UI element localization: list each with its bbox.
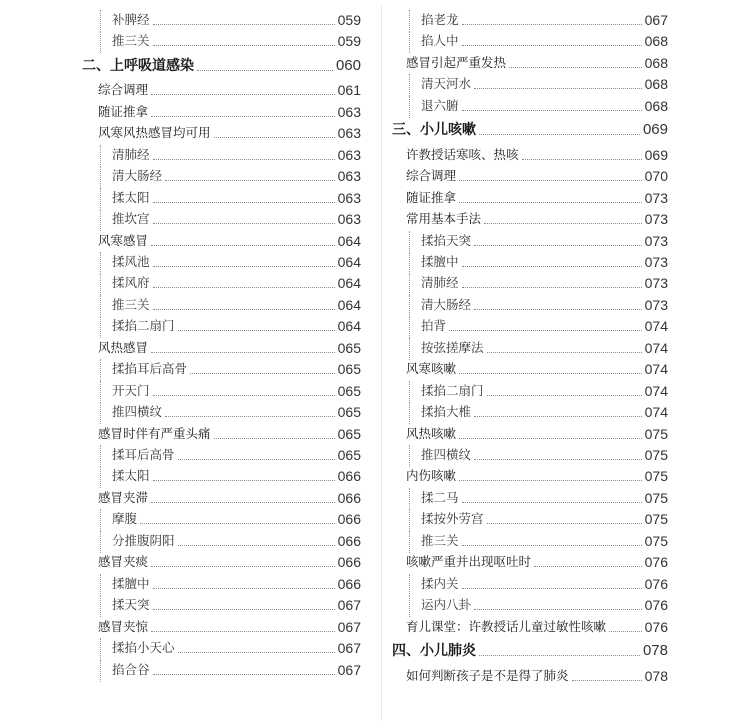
toc-entry-page: 063 — [337, 168, 361, 185]
toc-entry[interactable] — [98, 231, 361, 251]
toc-entry-title: 揉掐耳后高骨 — [112, 361, 188, 377]
toc-leader-dots — [153, 222, 335, 224]
toc-entry-title: 三、小儿咳嗽 — [392, 122, 476, 139]
toc-leader-dots — [522, 158, 642, 160]
toc-entry-title: 推三关 — [421, 532, 459, 548]
toc-entry-title: 运内八卦 — [421, 597, 472, 613]
toc-entry[interactable] — [112, 10, 361, 30]
toc-entry-page: 066 — [337, 532, 361, 549]
toc-entry-title: 常用基本手法 — [406, 211, 482, 227]
toc-entry[interactable] — [406, 466, 668, 486]
toc-entry[interactable] — [421, 273, 668, 293]
toc-entry[interactable] — [421, 574, 668, 594]
toc-entry[interactable] — [392, 641, 668, 661]
toc-entry[interactable] — [112, 381, 361, 401]
toc-leader-dots — [459, 201, 642, 203]
toc-entry[interactable] — [112, 188, 361, 208]
toc-entry-page: 068 — [644, 54, 668, 71]
toc-leader-dots — [153, 44, 335, 46]
toc-entry-page: 066 — [337, 489, 361, 506]
toc-entry[interactable] — [98, 80, 361, 100]
toc-leader-dots — [474, 415, 642, 417]
toc-entry-page: 065 — [337, 447, 361, 463]
toc-entry[interactable] — [112, 402, 361, 422]
toc-entry-page: 059 — [337, 12, 361, 28]
toc-entry-title: 感冒夹惊 — [98, 618, 149, 634]
toc-entry-page: 074 — [644, 339, 668, 356]
toc-entry-title: 随证推拿 — [406, 189, 457, 205]
toc-entry-title: 清大肠经 — [112, 168, 163, 184]
toc-entry-title: 掐老龙 — [421, 12, 459, 27]
toc-entry[interactable] — [112, 359, 361, 379]
toc-entry[interactable] — [112, 660, 361, 680]
toc-entry[interactable] — [98, 617, 361, 637]
toc-entry-page: 064 — [337, 318, 361, 335]
toc-entry-title: 感冒夹滞 — [98, 489, 149, 505]
toc-entry[interactable] — [406, 552, 668, 572]
toc-leader-dots — [153, 394, 335, 396]
toc-entry-title: 综合调理 — [406, 168, 457, 184]
toc-entry[interactable] — [421, 488, 668, 508]
toc-entry[interactable] — [98, 488, 361, 508]
toc-leader-dots — [153, 286, 335, 288]
toc-entry-title: 许教授话寒咳、热咳 — [406, 146, 519, 162]
toc-entry-page: 064 — [337, 232, 361, 249]
toc-entry-page: 078 — [644, 667, 668, 684]
toc-leader-dots — [190, 372, 335, 374]
toc-entry[interactable] — [421, 316, 668, 336]
toc-leader-dots — [459, 372, 642, 374]
toc-entry[interactable] — [98, 102, 361, 122]
toc-leader-dots — [151, 115, 335, 117]
toc-leader-dots — [449, 329, 642, 331]
toc-entry-title: 清天河水 — [421, 76, 472, 92]
toc-leader-dots — [151, 565, 335, 567]
toc-entry-page: 059 — [337, 33, 361, 50]
toc-leader-dots — [462, 587, 642, 589]
toc-leader-dots — [459, 437, 642, 439]
toc-leader-dots — [153, 673, 335, 675]
toc-leader-dots — [474, 308, 642, 310]
toc-entry-title: 补脾经 — [112, 12, 150, 27]
toc-leader-dots — [462, 44, 642, 46]
toc-entry-title: 随证推拿 — [98, 103, 149, 119]
toc-entry-page: 075 — [644, 447, 668, 463]
toc-leader-dots — [462, 544, 642, 546]
toc-leader-dots — [178, 458, 335, 460]
toc-entry-title: 四、小儿肺炎 — [392, 643, 476, 660]
toc-entry[interactable] — [112, 509, 361, 529]
toc-entry-title: 揉二马 — [421, 489, 459, 505]
toc-entry-page: 063 — [337, 103, 361, 120]
toc-leader-dots — [474, 244, 642, 246]
toc-entry-title: 内伤咳嗽 — [406, 468, 457, 484]
toc-entry[interactable] — [406, 666, 668, 686]
toc-entry-page: 073 — [644, 253, 668, 270]
toc-entry-page: 066 — [337, 575, 361, 592]
toc-leader-dots — [487, 351, 642, 353]
toc-leader-dots — [474, 458, 642, 460]
toc-entry-title: 按弦搓摩法 — [421, 339, 484, 355]
toc-entry[interactable] — [406, 424, 668, 444]
toc-entry-page: 074 — [644, 318, 668, 335]
toc-entry-title: 推四横纹 — [421, 447, 472, 462]
toc-entry-title: 揉天突 — [112, 597, 150, 613]
toc-entry-page: 064 — [337, 275, 361, 292]
toc-entry[interactable] — [421, 402, 668, 422]
toc-entry-title: 揉膻中 — [112, 575, 150, 591]
toc-entry-title: 分推腹阴阳 — [112, 532, 175, 548]
toc-entry-title: 综合调理 — [98, 82, 149, 98]
toc-leader-dots — [197, 69, 333, 71]
toc-entry-title: 育儿课堂：许教授话儿童过敏性咳嗽 — [406, 618, 607, 634]
toc-entry-page: 068 — [644, 97, 668, 114]
toc-entry[interactable] — [112, 252, 361, 272]
toc-entry-page: 076 — [644, 575, 668, 592]
toc-entry-title: 揉掐小天心 — [112, 640, 175, 656]
toc-entry[interactable] — [98, 123, 361, 143]
toc-leader-dots — [462, 501, 642, 503]
toc-entry-page: 074 — [644, 361, 668, 378]
toc-entry[interactable] — [112, 166, 361, 186]
toc-entry-page: 068 — [644, 76, 668, 93]
toc-entry[interactable] — [112, 273, 361, 293]
toc-entry[interactable] — [406, 188, 668, 208]
toc-entry-page: 065 — [337, 339, 361, 356]
toc-entry-page: 066 — [337, 468, 361, 485]
toc-leader-dots — [609, 630, 642, 632]
toc-leader-dots — [459, 179, 642, 181]
toc-entry-page: 063 — [337, 146, 361, 163]
toc-entry[interactable] — [112, 466, 361, 486]
toc-entry-page: 075 — [644, 468, 668, 485]
toc-leader-dots — [479, 133, 640, 135]
toc-entry-page: 078 — [642, 642, 668, 660]
toc-entry[interactable] — [112, 445, 361, 465]
toc-entry-title: 清肺经 — [112, 146, 150, 162]
toc-entry-page: 073 — [644, 275, 668, 292]
toc-entry[interactable] — [112, 574, 361, 594]
toc-entry[interactable] — [112, 145, 361, 165]
toc-entry-title: 拍背 — [421, 318, 447, 334]
toc-leader-dots — [534, 565, 642, 567]
toc-entry-page: 060 — [335, 56, 361, 74]
toc-entry-page: 076 — [644, 554, 668, 571]
toc-entry[interactable] — [421, 96, 668, 116]
toc-entry-title: 推坎宫 — [112, 211, 150, 227]
toc-entry[interactable] — [112, 595, 361, 615]
toc-entry-title: 如何判断孩子是不是得了肺炎 — [406, 667, 569, 683]
toc-leader-dots — [484, 222, 642, 224]
toc-leader-dots — [151, 501, 335, 503]
toc-entry-title: 掐人中 — [421, 33, 459, 49]
toc-entry[interactable] — [421, 509, 668, 529]
toc-entry[interactable] — [98, 424, 361, 444]
toc-entry-title: 开天门 — [112, 382, 150, 398]
toc-leader-dots — [474, 608, 642, 610]
toc-entry-page: 067 — [644, 12, 668, 28]
toc-entry-page: 061 — [337, 82, 361, 99]
toc-leader-dots — [140, 522, 335, 524]
toc-leader-dots — [151, 351, 335, 353]
toc-leader-dots — [462, 23, 642, 25]
toc-entry-title: 推三关 — [112, 296, 150, 312]
toc-entry-page: 075 — [644, 532, 668, 549]
toc-entry[interactable] — [98, 338, 361, 358]
toc-entry[interactable] — [406, 209, 668, 229]
toc-entry-title: 揉按外劳宫 — [421, 511, 484, 527]
toc-leader-dots — [153, 479, 335, 481]
toc-entry-page: 069 — [642, 121, 668, 139]
toc-entry-page: 073 — [644, 232, 668, 249]
toc-entry[interactable] — [421, 231, 668, 251]
toc-entry[interactable] — [406, 617, 668, 637]
toc-leader-dots — [153, 158, 335, 160]
toc-entry[interactable] — [421, 10, 668, 30]
toc-entry-page: 069 — [644, 146, 668, 163]
toc-entry-title: 揉掐天突 — [421, 232, 472, 248]
toc-entry[interactable] — [112, 316, 361, 336]
toc-entry[interactable] — [82, 56, 361, 76]
toc-entry-page: 065 — [337, 382, 361, 399]
toc-leader-dots — [165, 179, 335, 181]
toc-leader-dots — [153, 308, 335, 310]
toc-entry-title: 风寒风热感冒均可用 — [98, 125, 211, 141]
toc-entry[interactable] — [421, 381, 668, 401]
toc-entry[interactable] — [421, 445, 668, 465]
toc-leader-dots — [462, 109, 642, 111]
toc-entry-page: 063 — [337, 211, 361, 228]
toc-entry-title: 揉太阳 — [112, 189, 150, 205]
toc-leader-dots — [178, 651, 335, 653]
toc-leader-dots — [487, 522, 642, 524]
toc-leader-dots — [178, 329, 335, 331]
toc-leader-dots — [165, 415, 335, 417]
toc-entry-page: 065 — [337, 361, 361, 378]
toc-leader-dots — [214, 437, 335, 439]
toc-entry-title: 风热感冒 — [98, 339, 149, 355]
toc-leader-dots — [151, 244, 335, 246]
toc-leader-dots — [153, 201, 335, 203]
toc-entry-page: 067 — [337, 618, 361, 635]
toc-entry-title: 风寒感冒 — [98, 232, 149, 248]
toc-leader-dots — [153, 265, 335, 267]
toc-entry[interactable] — [406, 359, 668, 379]
toc-entry-title: 推三关 — [112, 33, 150, 49]
toc-leader-dots — [153, 608, 335, 610]
toc-leader-dots — [479, 654, 640, 656]
toc-entry[interactable] — [406, 145, 668, 165]
toc-entry-page: 076 — [644, 597, 668, 614]
toc-entry-page: 075 — [644, 511, 668, 528]
toc-entry-page: 066 — [337, 511, 361, 528]
toc-entry[interactable] — [392, 120, 668, 140]
toc-entry[interactable] — [112, 209, 361, 229]
column-divider — [381, 6, 382, 721]
toc-entry-title: 风热咳嗽 — [406, 425, 457, 441]
toc-entry-page: 073 — [644, 189, 668, 206]
toc-entry[interactable] — [421, 595, 668, 615]
toc-entry-title: 清肺经 — [421, 275, 459, 291]
toc-entry-title: 感冒时伴有严重头痛 — [98, 425, 211, 441]
toc-entry-title: 揉风府 — [112, 275, 150, 291]
toc-entry-page: 070 — [644, 168, 668, 185]
toc-entry-page: 068 — [644, 33, 668, 50]
toc-entry-page: 076 — [644, 618, 668, 635]
toc-entry-page: 065 — [337, 425, 361, 442]
toc-entry-page: 064 — [337, 296, 361, 313]
toc-entry-page: 073 — [644, 296, 668, 313]
toc-entry-title: 揉掐大椎 — [421, 404, 472, 420]
toc-entry-title: 揉耳后高骨 — [112, 447, 175, 462]
toc-entry-page: 074 — [644, 382, 668, 399]
toc-entry-title: 二、上呼吸道感染 — [82, 57, 194, 74]
toc-entry-page: 066 — [337, 554, 361, 571]
toc-entry-page: 074 — [644, 404, 668, 421]
toc-entry-title: 揉膻中 — [421, 253, 459, 269]
toc-leader-dots — [151, 630, 335, 632]
toc-entry[interactable] — [421, 338, 668, 358]
toc-leader-dots — [214, 136, 335, 138]
toc-entry[interactable] — [421, 252, 668, 272]
toc-entry[interactable] — [112, 31, 361, 51]
toc-entry[interactable] — [421, 74, 668, 94]
toc-entry-page: 067 — [337, 640, 361, 657]
toc-entry[interactable] — [112, 531, 361, 551]
toc-entry-title: 揉太阳 — [112, 468, 150, 484]
toc-leader-dots — [459, 479, 642, 481]
toc-entry-title: 揉掐二扇门 — [112, 318, 175, 334]
toc-entry-title: 感冒夹痰 — [98, 554, 149, 570]
toc-leader-dots — [178, 544, 335, 546]
toc-entry-title: 揉内关 — [421, 575, 459, 591]
toc-leader-dots — [487, 394, 642, 396]
toc-entry-title: 退六腑 — [421, 97, 459, 113]
toc-entry-title: 感冒引起严重发热 — [406, 54, 507, 70]
toc-leader-dots — [462, 286, 642, 288]
toc-leader-dots — [474, 87, 642, 89]
toc-entry-page: 075 — [644, 489, 668, 506]
toc-entry-page: 067 — [337, 661, 361, 678]
toc-entry-page: 073 — [644, 211, 668, 228]
toc-leader-dots — [509, 66, 642, 68]
toc-entry[interactable] — [98, 552, 361, 572]
toc-entry-title: 清大肠经 — [421, 296, 472, 312]
toc-entry[interactable] — [112, 295, 361, 315]
toc-entry-title: 摩腹 — [112, 511, 138, 527]
toc-entry-page: 067 — [337, 597, 361, 614]
toc-entry[interactable] — [421, 531, 668, 551]
toc-leader-dots — [151, 93, 335, 95]
toc-leader-dots — [572, 679, 642, 681]
toc-entry[interactable] — [421, 31, 668, 51]
toc-entry-title: 揉掐二扇门 — [421, 382, 484, 398]
toc-entry-page: 063 — [337, 125, 361, 142]
toc-entry-page: 065 — [337, 404, 361, 421]
toc-leader-dots — [153, 23, 335, 25]
toc-entry-page: 063 — [337, 189, 361, 206]
toc-entry[interactable] — [406, 53, 668, 73]
toc-entry[interactable] — [406, 166, 668, 186]
toc-entry-page: 075 — [644, 425, 668, 442]
toc-entry-title: 咳嗽严重并出现呕吐时 — [406, 554, 532, 570]
toc-entry-title: 推四横纹 — [112, 404, 163, 420]
toc-leader-dots — [153, 587, 335, 589]
toc-entry-title: 掐合谷 — [112, 661, 150, 677]
toc-entry[interactable] — [112, 638, 361, 658]
toc-entry-page: 064 — [337, 253, 361, 270]
toc-leader-dots — [462, 265, 642, 267]
toc-entry-title: 风寒咳嗽 — [406, 361, 457, 377]
toc-entry[interactable] — [421, 295, 668, 315]
toc-entry-title: 揉风池 — [112, 253, 150, 269]
